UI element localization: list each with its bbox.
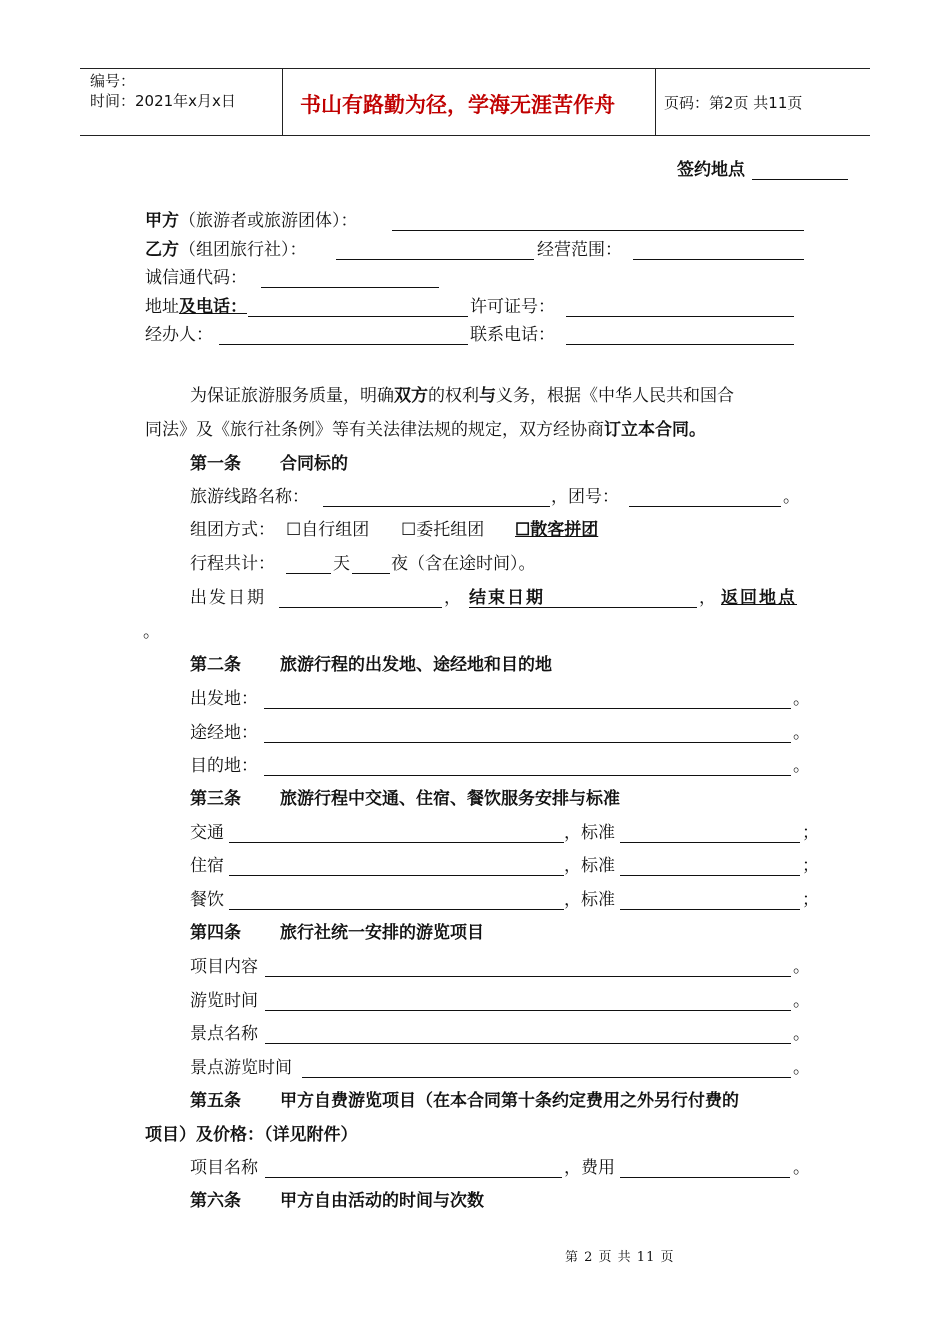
scope-blank[interactable] <box>633 258 804 260</box>
contact-tel-label: 联系电话： <box>470 325 555 345</box>
party-b-label <box>145 240 307 260</box>
art4-heading: 旅行社统一安排的游览项目 <box>280 923 484 943</box>
end-date-label: 结束日期 <box>469 588 545 608</box>
intro-text-1e: 义务，根据《中华人民共和国合 <box>496 386 734 406</box>
tour-time-label: 游览时间 <box>190 991 258 1011</box>
method-label: 组团方式： <box>190 520 275 540</box>
via-place-blank[interactable] <box>264 741 791 743</box>
method-option-entrust[interactable]: ☐委托组团 <box>401 520 485 540</box>
days-label: 天 <box>333 554 350 574</box>
project-content-blank[interactable] <box>265 975 791 977</box>
scenic-name-end: 。 <box>793 1024 810 1044</box>
header-divider-left <box>282 68 283 136</box>
transport-blank[interactable] <box>229 841 564 843</box>
item-name-label: 项目名称 <box>190 1158 258 1178</box>
lodging-end: ； <box>802 856 819 876</box>
lodging-blank[interactable] <box>229 874 564 876</box>
lodging-label: 住宿 <box>190 856 224 876</box>
departure-place-end: 。 <box>793 689 810 709</box>
destination-end: 。 <box>793 756 810 776</box>
art3-title: 第三条 <box>190 789 241 809</box>
via-place-end: 。 <box>793 723 810 743</box>
tour-time-end: 。 <box>793 991 810 1011</box>
intro-text-2b: 订立本合同。 <box>604 420 706 440</box>
transport-std-label: ，标准 <box>564 823 615 843</box>
project-content-end: 。 <box>793 957 810 977</box>
scenic-name-label: 景点名称 <box>190 1024 258 1044</box>
duration-label: 行程共计： <box>190 554 275 574</box>
party-a-blank[interactable] <box>392 229 804 231</box>
credit-code-blank[interactable] <box>261 286 439 288</box>
header-page-number: 页码：第2页 共11页 <box>664 94 803 112</box>
art5-title: 第五条 <box>190 1091 241 1111</box>
party-a-bold: 甲方 <box>145 211 179 231</box>
return-place-period: 。 <box>143 622 160 642</box>
lodging-std-blank[interactable] <box>620 874 800 876</box>
depart-date-blank[interactable] <box>279 606 442 608</box>
nights-label: 夜（含在途时间）。 <box>391 554 536 574</box>
address-word: 地址 <box>145 297 179 317</box>
header-time: 时间：2021年x月x日 <box>90 92 236 110</box>
intro-text-1b: 双方 <box>394 386 428 406</box>
art1-title: 第一条 <box>190 454 241 474</box>
meals-std-label: ，标准 <box>564 890 615 910</box>
art5-heading-line-2: 项目）及价格：（详见附件） <box>145 1125 358 1145</box>
address-blank[interactable] <box>248 315 468 317</box>
scenic-time-end: 。 <box>793 1058 810 1078</box>
group-no-blank[interactable] <box>629 505 781 507</box>
handler-label: 经办人： <box>145 325 213 345</box>
art2-heading: 旅游行程的出发地、途经地和目的地 <box>280 655 552 675</box>
party-b-bold: 乙方 <box>145 240 179 260</box>
tour-time-blank[interactable] <box>265 1009 791 1011</box>
scope-label: 经营范围： <box>537 240 622 260</box>
header-top-border <box>80 68 870 69</box>
fee-label: ，费用 <box>564 1158 615 1178</box>
scenic-name-blank[interactable] <box>265 1042 791 1044</box>
art6-heading: 甲方自由活动的时间与次数 <box>280 1191 484 1211</box>
route-name-label: 旅游线路名称： <box>190 487 309 507</box>
return-place-label: 返回地点 <box>721 588 797 608</box>
party-a-rest: （旅游者或旅游团体）： <box>179 211 358 231</box>
fee-blank[interactable] <box>620 1176 790 1178</box>
departure-place-label: 出发地： <box>190 689 258 709</box>
project-content-label: 项目内容 <box>190 957 258 977</box>
sign-place-blank[interactable] <box>752 178 848 180</box>
serial-label: 编号： <box>90 72 136 90</box>
meals-blank[interactable] <box>229 908 564 910</box>
contact-tel-blank[interactable] <box>566 343 794 345</box>
party-a-label <box>145 211 358 231</box>
handler-blank[interactable] <box>219 343 468 345</box>
art1-heading: 合同标的 <box>280 454 348 474</box>
art5-heading-line-1: 甲方自费游览项目（在本合同第十条约定费用之外另行付费的 <box>280 1091 739 1111</box>
party-b-blank[interactable] <box>336 258 534 260</box>
transport-std-blank[interactable] <box>620 841 800 843</box>
party-b-rest: （组团旅行社）： <box>179 240 307 260</box>
meals-std-blank[interactable] <box>620 908 800 910</box>
fee-end: 。 <box>793 1158 810 1178</box>
intro-line-2 <box>145 420 706 440</box>
license-label: 许可证号： <box>470 297 555 317</box>
group-no-end: 。 <box>783 487 800 507</box>
nights-blank[interactable] <box>352 572 390 574</box>
license-blank[interactable] <box>566 315 794 317</box>
scenic-time-label: 景点游览时间 <box>190 1058 292 1078</box>
via-place-label: 途经地： <box>190 723 258 743</box>
address-tel-word: 及电话： <box>179 297 247 317</box>
art3-heading: 旅游行程中交通、住宿、餐饮服务安排与标准 <box>280 789 620 809</box>
group-no-label: ，团号： <box>551 487 619 507</box>
intro-text-2a: 同法》及《旅行社条例》等有关法律法规的规定，双方经协商 <box>145 420 604 440</box>
item-name-blank[interactable] <box>265 1176 562 1178</box>
address-label <box>145 297 247 317</box>
transport-label: 交通 <box>190 823 224 843</box>
header-divider-right <box>655 68 656 136</box>
sign-place-label: 签约地点 <box>677 160 745 180</box>
intro-text-1a: 为保证旅游服务质量，明确 <box>190 386 394 406</box>
art6-title: 第六条 <box>190 1191 241 1211</box>
transport-end: ； <box>802 823 819 843</box>
end-comma: ， <box>699 588 716 608</box>
header-bottom-border <box>80 135 870 136</box>
scenic-time-blank[interactable] <box>302 1076 791 1078</box>
depart-comma: ， <box>444 588 461 608</box>
page-footer: 第 2 页 共 11 页 <box>565 1250 675 1265</box>
days-blank[interactable] <box>286 572 331 574</box>
method-option-self[interactable]: ☐自行组团 <box>286 520 370 540</box>
meals-end: ； <box>802 890 819 910</box>
destination-label: 目的地： <box>190 756 258 776</box>
header-motto: 书山有路勤为径，学海无涯苦作舟 <box>300 93 615 117</box>
intro-text-1c: 的权利 <box>428 386 479 406</box>
lodging-std-label: ，标准 <box>564 856 615 876</box>
art2-title: 第二条 <box>190 655 241 675</box>
destination-blank[interactable] <box>264 774 791 776</box>
meals-label: 餐饮 <box>190 890 224 910</box>
depart-date-label: 出发日期 <box>190 588 266 608</box>
end-date-blank[interactable] <box>469 606 697 608</box>
departure-place-blank[interactable] <box>264 707 791 709</box>
intro-text-1d: 与 <box>479 386 496 406</box>
intro-line-1 <box>190 386 734 406</box>
credit-code-label: 诚信通代码： <box>145 268 247 288</box>
art4-title: 第四条 <box>190 923 241 943</box>
route-name-blank[interactable] <box>323 505 550 507</box>
method-option-scatter[interactable]: ☐散客拼团 <box>515 520 599 540</box>
